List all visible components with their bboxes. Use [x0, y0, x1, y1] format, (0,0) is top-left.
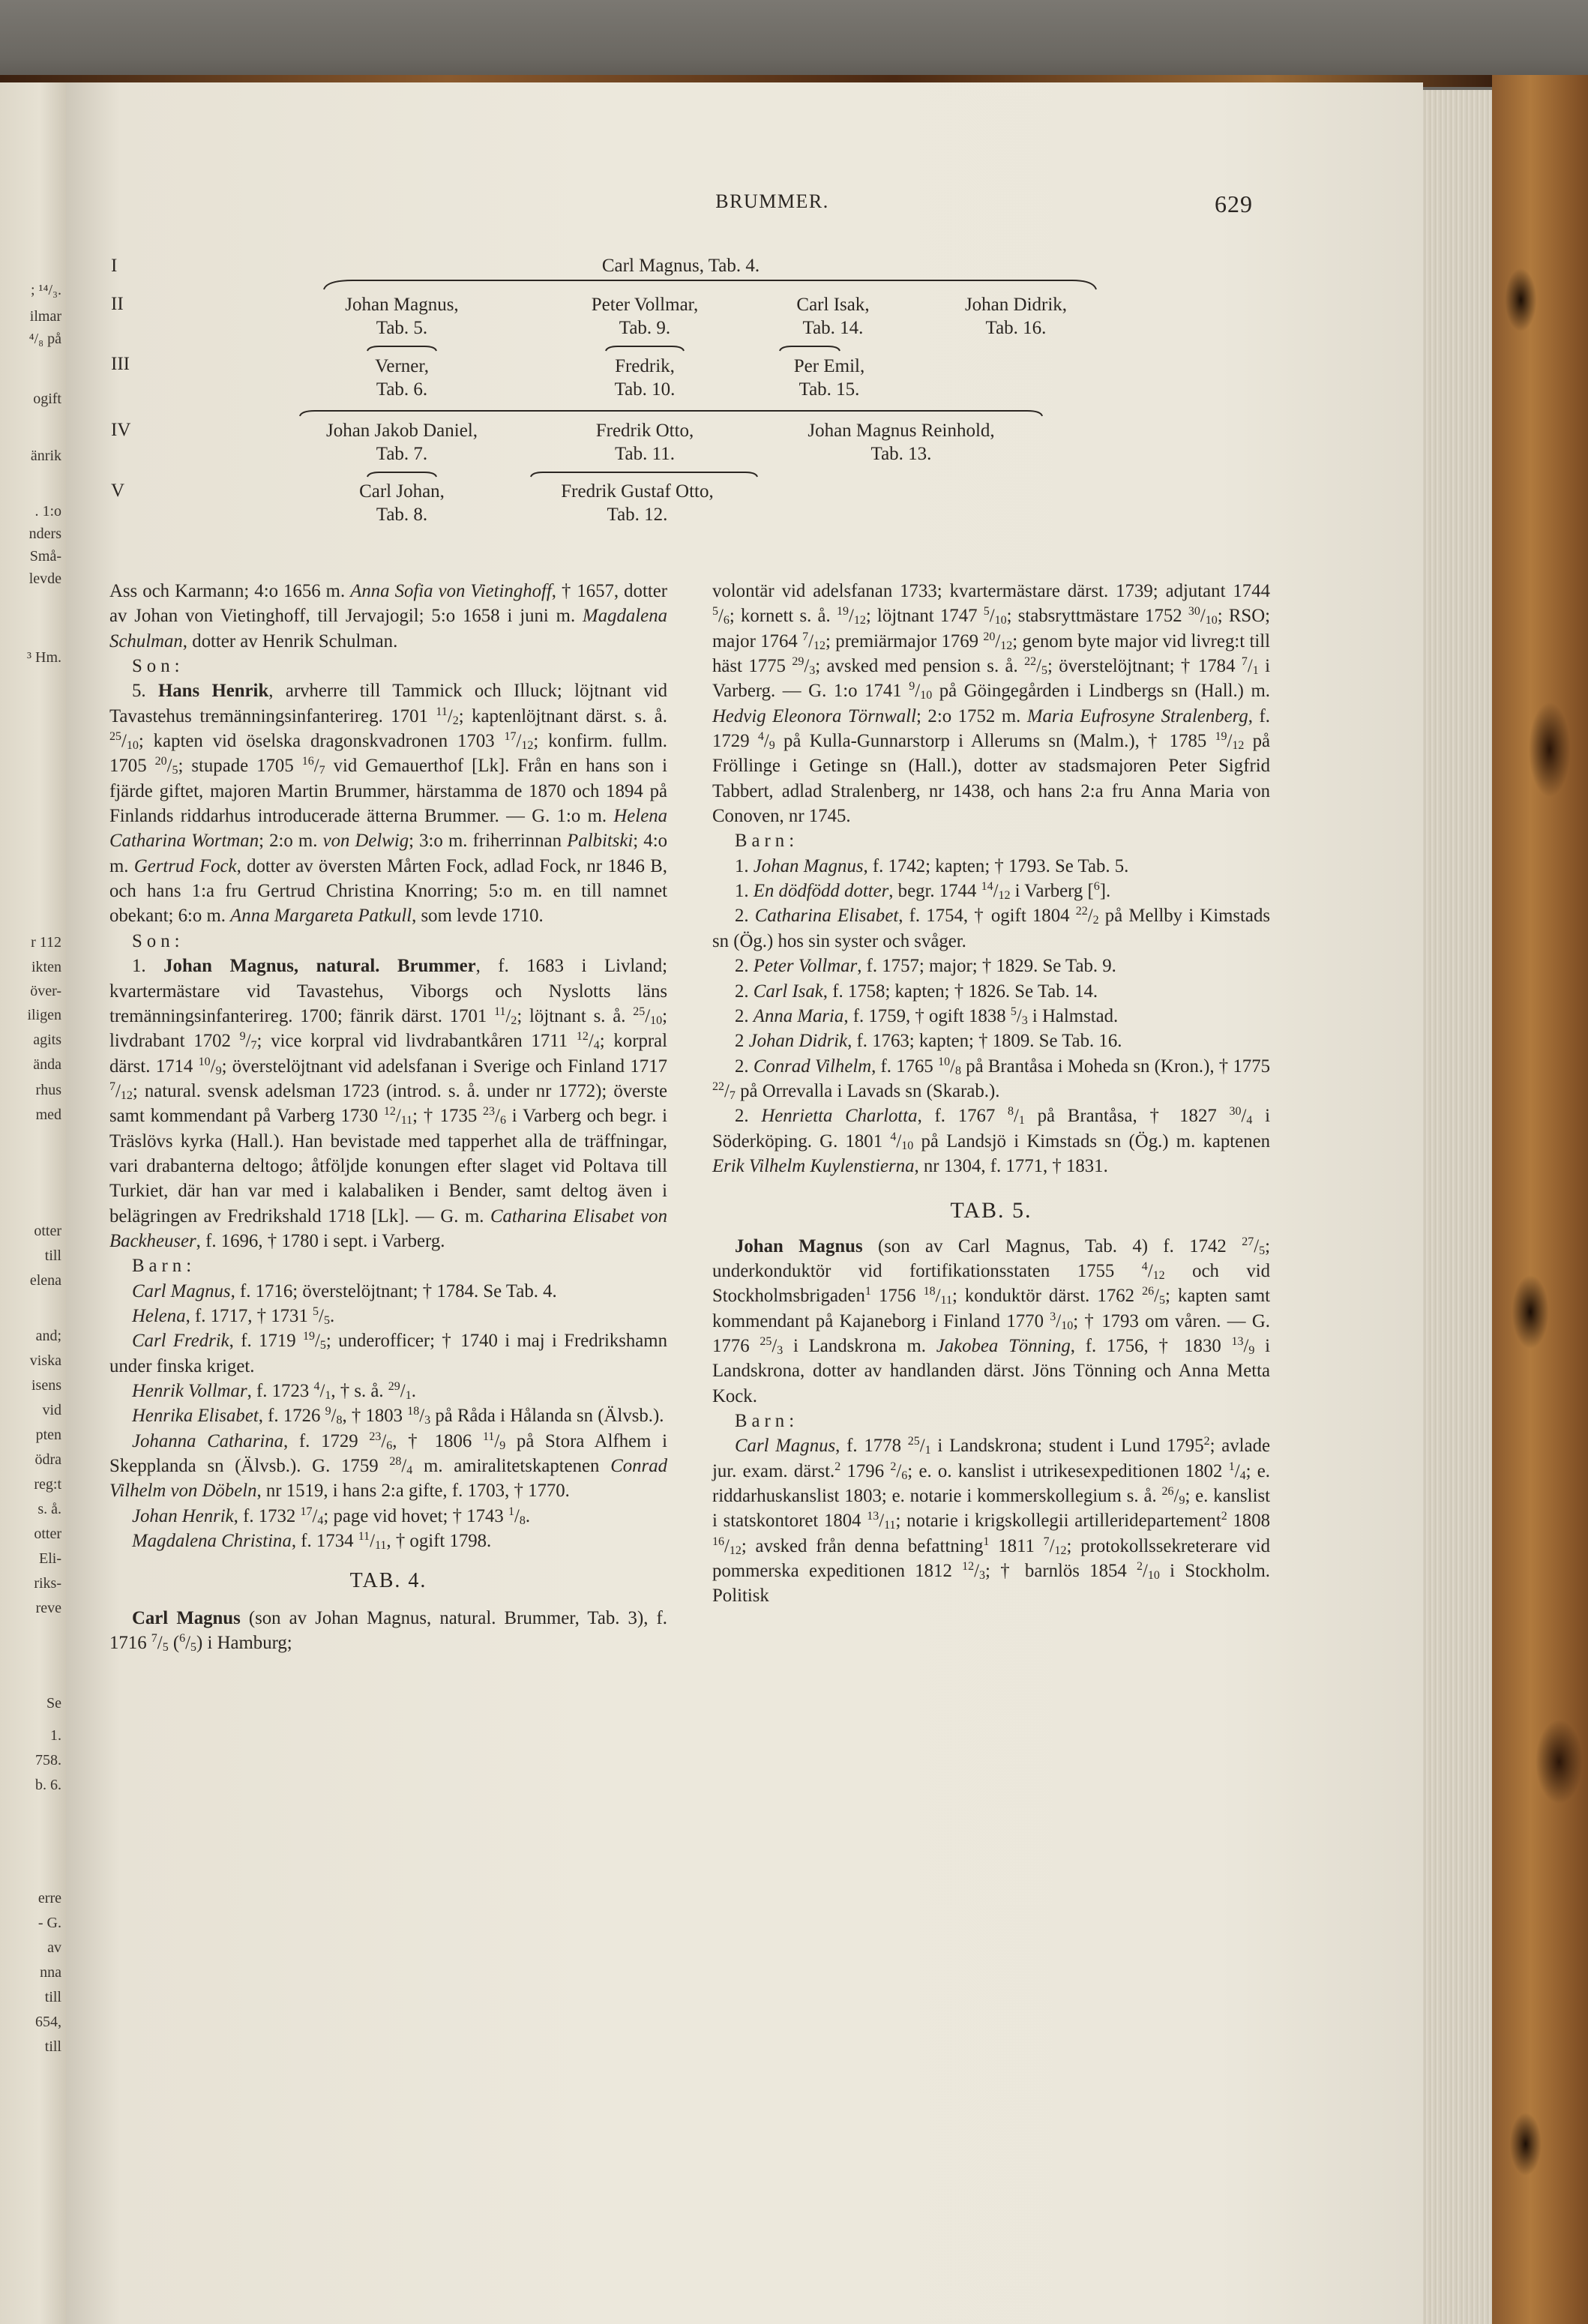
left-page-text: otter [34, 1526, 61, 1542]
paragraph: 2. Carl Isak, f. 1758; kapten; † 1826. Se Tab. 14. [735, 981, 1098, 1002]
paragraph: 1. En dödfödd dotter, begr. 1744 $^{14}/_{12}$ i Varberg [$^6$]. [735, 880, 1111, 903]
node-tab: Tab. 15. [798, 379, 860, 400]
node-name: Carl Johan, [359, 481, 445, 502]
left-page-text: . 1:o [34, 503, 61, 520]
node-tab: Tab. 8. [376, 505, 428, 525]
left-page-text: över- [30, 983, 61, 999]
node-tab: Tab. 5. [376, 318, 428, 338]
node-name: Per Emil, [793, 356, 865, 376]
paragraph: Carl Magnus, f. 1778 $^{25}/_1$ i Landskrona; student i Lund 1795$^2$; avlade jur. exam. därst.$^2$ 1796 $^2/_6$; e. o. kanslist i utrikesexpeditionen 1802 $^1/_4$; e. riddarhuskanslist 1803; e. notarie i kommerskollegium s. å. $^{26}/_9$; e. kanslist i statskontoret 1804 $^{13}/_{11}$; notarie i krigskollegii artilleridepartement$^2$ 1808 $^{16}/_{12}$; avsked från denna befattning$^1$ 1811 $^7/_{12}$; protokollssekreterare vid pommerska expeditionen 1812 $^{12}/_3$; † barnlös 1854 $^2/_{10}$ i Stockholm. Politisk [712, 1435, 1271, 1607]
paragraph: 2 Johan Didrik, f. 1763; kapten; † 1809. Se Tab. 16. [735, 1031, 1122, 1052]
left-page-text: reve [35, 1600, 61, 1616]
left-page-text: nna [40, 1964, 61, 1981]
node-name: Peter Vollmar, [591, 295, 699, 315]
left-page-text: ⁴/₈ på [28, 331, 61, 347]
generation-label: III [111, 354, 130, 374]
left-page-text: ända [33, 1056, 61, 1073]
node-tab: Tab. 4. [708, 256, 760, 276]
left-page-text: reg:t [34, 1476, 61, 1493]
text-column-right [712, 579, 1270, 1609]
section-heading-tab4: TAB. 4. [349, 1569, 427, 1593]
left-page-text: pten [35, 1427, 61, 1443]
paragraph: 5. Hans Henrik, arvherre till Tammick och Illuck; löjtnant vid Tavastehus tremänningsinfanterireg. 1701 $^{11}/_2$; kaptenlöjtnant därst. s. å. $^{25}/_{10}$; kapten vid öselska dragonskvadronen 1703 $^{17}/_{12}$; konfirm. fullm. 1705 $^{20}/_5$; stupade 1705 $^{16}/_7$ vid Gemauerthof [Lk]. Från en hans son i fjärde giftet, majoren Martin Brummer, härstamma de 1870 och 1894 på Finlands riddarhus introducerade ätterna Brummer. — G. 1:o m. Helena Catharina Wortman; 2:o m. von Delwig; 3:o m. friherrinnan Palbitski; 4:o m. Gertrud Fock, dotter av översten Mårten Fock, adlad Fock, nr 1846 B, och hans 1:a fru Gertrud Christina Knorring; 5:o m. en till namnet obekant; 6:o m. Anna Margareta Patkull, som levde 1710. [109, 681, 668, 927]
left-page-text: vid [42, 1402, 61, 1418]
bracket-gen3-b [606, 346, 684, 351]
left-page-text: 654, [35, 2014, 61, 2030]
section-heading-son: Son: [132, 656, 184, 677]
left-page-text: ikten [31, 959, 61, 975]
node-name: Fredrik Gustaf Otto, [561, 481, 714, 502]
section-heading-son: Son: [132, 930, 184, 951]
paragraph: Johan Magnus (son av Carl Magnus, Tab. 4) f. 1742 $^{27}/_5$; underkonduktör vid fortifikationsstaten 1755 $^4/_{12}$ och vid Stockholmsbrigaden$^1$ 1756 $^{18}/_{11}$; konduktör därst. 1762 $^{26}/_5$; kapten samt kommendant på Kajaneborg i Finland 1770 $^3/_{10}$; † 1793 om våren. — G. 1776 $^{25}/_3$ i Landskrona m. Jakobea Tönning, f. 1756, † 1830 $^{13}/_9$ i Landskrona, dotter av handlanden därst. Jöns Tönning och Anna Metta Kock. [712, 1235, 1271, 1406]
node-name: Johan Jakob Daniel, [325, 421, 478, 441]
bracket-gen3-a [367, 346, 436, 351]
left-page-text: rhus [35, 1082, 61, 1098]
node-tab: Tab. 10. [614, 379, 676, 400]
paragraph: 2. Peter Vollmar, f. 1757; major; † 1829. Se Tab. 9. [735, 956, 1116, 977]
paragraph: Johan Henrik, f. 1732 $^{17}/_4$; page vid hovet; † 1743 $^1/_8$. [132, 1505, 531, 1527]
page-number: 629 [1215, 190, 1253, 217]
generation-label: II [111, 294, 124, 314]
left-page-text: r 112 [31, 934, 61, 951]
node-tab: Tab. 16. [985, 318, 1047, 338]
left-page-text: elena [29, 1272, 61, 1289]
left-page-text: ödra [34, 1451, 61, 1468]
section-heading-barn: Barn: [132, 1256, 196, 1277]
node-tab: Tab. 9. [619, 318, 671, 338]
node-name: Johan Magnus Reinhold, [807, 421, 995, 441]
left-page-text: till [44, 1989, 61, 2005]
left-page-text: ³ Hm. [27, 649, 61, 666]
left-page-text: änrik [30, 448, 61, 464]
left-page-text: agits [33, 1032, 61, 1048]
left-page-text: Se [46, 1695, 61, 1712]
left-page-text: Små- [29, 548, 61, 565]
paragraph: 2. Conrad Vilhelm, f. 1765 $^{10}/_8$ på Brantåsa i Moheda sn (Kron.), † 1775 $^{22}/_7$ på Orrevalla i Lavads sn (Skarab.). [712, 1055, 1270, 1102]
left-page-text: till [44, 2038, 61, 2055]
left-page-text: - G. [37, 1915, 61, 1931]
generation-label: I [111, 256, 118, 276]
generation-label: IV [111, 420, 131, 440]
left-page-text: till [44, 1247, 61, 1264]
node-tab: Tab. 13. [870, 444, 932, 464]
section-heading-tab5: TAB. 5. [950, 1198, 1032, 1223]
left-page-text: ilmar [29, 308, 61, 325]
node-name: Johan Magnus, [345, 295, 459, 315]
left-page-text: 1. [50, 1727, 61, 1744]
bracket-gen3-c [780, 346, 840, 351]
paragraph: Carl Magnus (son av Johan Magnus, natural. Brummer, Tab. 3), f. 1716 $^7/_5$ $(^6/_5)$ i Hamburg; [109, 1607, 667, 1655]
node-tab: Tab. 14. [802, 318, 864, 338]
left-page-text: otter [34, 1223, 61, 1239]
node-tab: Tab. 11. [615, 444, 675, 464]
paragraph: Henrik Vollmar, f. 1723 $^4/_1$, † s. å. $^{29}/_1$. [132, 1380, 416, 1402]
left-page-text: s. å. [37, 1501, 61, 1517]
node-tab: Tab. 7. [376, 444, 428, 464]
left-page-text: 758. [35, 1752, 61, 1768]
left-page-text: erre [37, 1890, 61, 1906]
paragraph: volontär vid adelsfanan 1733; kvartermästare därst. 1739; adjutant 1744 $^5/_6$; kornett s. å. $^{19}/_{12}$; löjtnant 1747 $^5/_{10}$; stabsryttmästare 1752 $^{30}/_{10}$; RSO; major 1764 $^7/_{12}$; premiärmajor 1769 $^{20}/_{12}$; genom byte major vid livreg:t till häst 1775 $^{29}/_3$; avsked med pension s. å. $^{22}/_5$; överstelöjtnant; † 1784 $^7/_1$ i Varberg. — G. 1:o 1741 $^9/_{10}$ på Göingegården i Lindbergs sn (Hall.) m. Hedvig Eleonora Törnwall; 2:o 1752 m. Maria Eufrosyne Stralenberg, f. 1729 $^4/_9$ på Kulla-Gunnarstorp i Allerums sn (Malm.), † 1785 $^{19}/_{12}$ på Fröllinge i Getinge sn (Hall.), dotter av stadsmajoren Peter Sigfrid Tabbert, adlad Stralenberg, nr 1438, och hans 2:a fru Anna Maria von Conoven, nr 1745. [712, 581, 1271, 827]
left-page-text: riks- [34, 1575, 61, 1592]
left-page-text: ogift [33, 391, 61, 407]
paragraph: Johanna Catharina, f. 1729 $^{23}/_6$, † 1806 $^{11}/_9$ på Stora Alfhem i Skepplanda sn (Älvsb.). G. 1759 $^{28}/_4$ m. amiralitetskaptenen Conrad Vilhelm von Döbeln, nr 1519, i hans 2:a gifte, f. 1703, † 1770. [109, 1430, 668, 1502]
node-name: Fredrik, [615, 356, 675, 376]
generation-label: V [111, 481, 125, 501]
node-name: Carl Isak, [796, 295, 870, 315]
paragraph: Carl Magnus, f. 1716; överstelöjtnant; † 1784. Se Tab. 4. [132, 1280, 557, 1301]
section-heading-barn: Barn: [735, 831, 799, 852]
bracket-gen5-b [531, 472, 757, 477]
paragraph: 2. Anna Maria, f. 1759, † ogift 1838 $^5/_3$ i Halmstad. [735, 1005, 1119, 1027]
paragraph: 2. Catharina Elisabet, f. 1754, † ogift 1804 $^{22}/_2$ på Mellby i Kimstads sn (Ög.) hos sin syster och svåger. [712, 905, 1270, 951]
paragraph: Magdalena Christina, f. 1734 $^{11}/_{11}$, † ogift 1798. [132, 1530, 492, 1553]
left-page-text: levde [28, 571, 61, 587]
paragraph: 1. Johan Magnus, f. 1742; kapten; † 1793. Se Tab. 5. [735, 855, 1129, 876]
left-page-text: viska [29, 1352, 61, 1369]
node-name: Verner, [375, 356, 429, 376]
node-name: Johan Didrik, [964, 295, 1068, 315]
section-heading-barn: Barn: [735, 1411, 799, 1431]
node-name: Fredrik Otto, [595, 421, 694, 441]
paragraph: Ass och Karmann; 4:o 1656 m. Anna Sofia von Vietinghoff, † 1657, dotter av Johan von Vietinghoff, till Jervajogil; 5:o 1658 i juni m. Magdalena Schulman, dotter av Henrik Schulman. [109, 581, 667, 651]
node-tab: Tab. 6. [376, 379, 428, 400]
paragraph: Helena, f. 1717, † 1731 $^5/_5$. [132, 1304, 335, 1327]
left-page-text: av [47, 1939, 61, 1956]
paragraph: 2. Henrietta Charlotta, f. 1767 $^8/_1$ på Brantåsa, † 1827 $^{30}/_4$ i Söderköping. G. 1801 $^4/_{10}$ på Landsjö i Kimstads sn (Ög.) m. kaptenen Erik Vilhelm Kuylenstierna, nr 1304, f. 1771, † 1831. [712, 1105, 1271, 1176]
bracket-gen5-a [367, 472, 436, 477]
running-head-title: BRUMMER. [715, 190, 829, 212]
left-page-text: med [35, 1107, 61, 1123]
node-name: Carl Magnus, [601, 256, 704, 276]
left-page-text: ; ¹⁴/₃. [30, 282, 61, 298]
left-page-text: Eli- [39, 1550, 61, 1567]
left-page-text: b. 6. [35, 1777, 61, 1793]
tree-brackets [0, 0, 1588, 540]
paragraph: Henrika Elisabet, f. 1726 $^9/_8$, † 1803 $^{18}/_3$ på Råda i Hålanda sn (Älvsb.). [132, 1405, 664, 1427]
left-page-text: iligen [27, 1007, 61, 1023]
text-column-left [109, 579, 667, 1655]
bracket-gen2 [324, 280, 1096, 289]
bracket-gen4 [300, 411, 1042, 416]
paragraph: Carl Fredrik, f. 1719 $^{19}/_5$; underofficer; † 1740 i maj i Fredrikshamn under finska kriget. [109, 1330, 667, 1376]
left-page-text: and; [35, 1328, 61, 1344]
node-tab: Tab. 12. [607, 505, 668, 525]
left-page-text: isens [31, 1377, 61, 1394]
paragraph: 1. Johan Magnus, natural. Brummer, f. 1683 i Livland; kvartermästare vid Tavastehus, Viborgs och Nyslotts läns tremänningsinfanterireg. 1700; fänrik därst. 1701 $^{11}/_2$; löjtnant s. å. $^{25}/_{10}$; livdrabant 1702 $^9/_7$; vice korpral vid livdrabantkåren 1711 $^{12}/_4$; korpral därst. 1714 $^{10}/_9$; överstelöjtnant vid adelsfanan i Sverige och Finland 1717 $^7/_{12}$; natural. svensk adelsman 1723 (introd. s. å. under nr 1772); överste samt kommendant på Varberg 1730 $^{12}/_{11}$; † 1735 $^{23}/_6$ i Varberg och begr. i Träslövs kyrka (Hall.). Han bevistade med tapperhet alla de träffningar, vari drabanterna deltogo; åtföljde konungen efter slaget vid Poltava till Turkiet, där han var med i kalabaliken i Bender, samt deltog även i belägringen av Fredrikshald 1718 [Lk]. — G. m. Catharina Elisabet von Backheuser, f. 1696, † 1780 i sept. i Varberg. [109, 956, 668, 1251]
left-page-text: nders [28, 526, 61, 542]
